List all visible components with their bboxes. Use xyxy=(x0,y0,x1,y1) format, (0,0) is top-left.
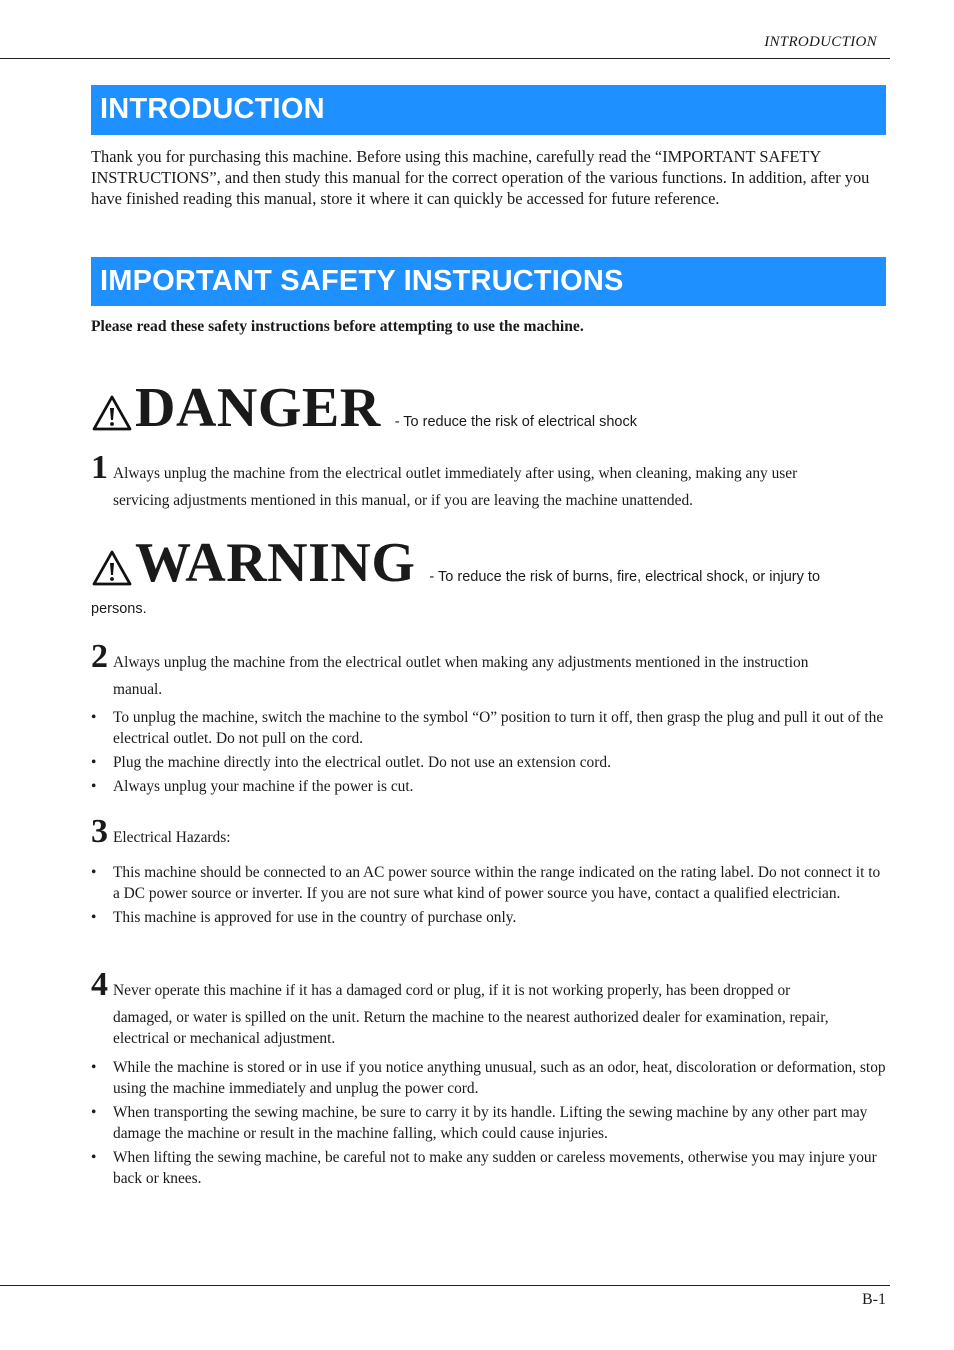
item-number: 3 xyxy=(91,813,108,850)
list-item: • When lifting the sewing machine, be careful not to make any sudden or careless movements, otherwise you may injure your back or knees. xyxy=(91,1147,886,1189)
intro-paragraph: Thank you for purchasing this machine. Before using this machine, carefully read the “IMPORTANT SAFETY INSTRUCTIONS”, and then study this manual for the correct operation of the various functions. In addition, after you have finished reading this manual, store it where it can quickly be accessed for future reference. xyxy=(91,147,870,208)
instruction-item xyxy=(91,966,886,1049)
top-rule xyxy=(0,58,890,59)
instruction-item xyxy=(91,449,886,514)
item-text: Always unplug the machine from the electrical outlet immediately after using, when cleaning, making any user xyxy=(113,465,798,482)
item-number: 1 xyxy=(91,449,108,486)
danger-note: - To reduce the risk of electrical shock xyxy=(394,414,637,430)
section-title-safety: IMPORTANT SAFETY INSTRUCTIONS xyxy=(91,257,886,306)
safety-lead: Please read these safety instructions before attempting to use the machine. xyxy=(91,318,584,335)
warning-note: - To reduce the risk of burns, fire, electrical shock, or injury to xyxy=(429,569,821,585)
item-text-cont: servicing adjustments mentioned in this manual, or if you are leaving the machine unattended. xyxy=(113,492,693,509)
bottom-rule xyxy=(0,1285,890,1286)
list-item: • Always unplug your machine if the power is cut. xyxy=(91,776,886,797)
danger-heading xyxy=(91,378,637,438)
running-head: INTRODUCTION xyxy=(764,34,877,50)
item-text: Never operate this machine if it has a damaged cord or plug, if it is not working properly, has been dropped or xyxy=(113,982,791,999)
item-text-cont: manual. xyxy=(113,681,163,698)
list-item: • While the machine is stored or in use if you notice anything unusual, such as an odor, heat, discoloration or deformation, stop using the machine immediately and unplug the power cord. xyxy=(91,1057,886,1099)
list-item: • This machine should be connected to an AC power source within the range indicated on the rating label. Do not connect it to a DC power source or inverter. If you are not sure what kind of power source you have, contact a qualified electrician. xyxy=(91,862,886,904)
warning-heading xyxy=(91,533,820,593)
item-text-cont: damaged, or water is spilled on the unit. Return the machine to the nearest authorized dealer for examination, repair, electrical or mechanical adjustment. xyxy=(113,1009,829,1047)
item-number: 4 xyxy=(91,966,108,1003)
section-title-introduction: INTRODUCTION xyxy=(91,85,886,135)
list-item: • To unplug the machine, switch the machine to the symbol “O” position to turn it off, then grasp the plug and pull it out of the electrical outlet. Do not pull on the cord. xyxy=(91,707,886,749)
warning-triangle-icon xyxy=(91,394,133,432)
bullet-list xyxy=(91,862,886,931)
item-text: Always unplug the machine from the electrical outlet when making any adjustments mentioned in the instruction xyxy=(113,654,809,671)
item-text: Electrical Hazards: xyxy=(113,829,231,846)
bullet-list xyxy=(91,1057,886,1192)
list-item: • This machine is approved for use in the country of purchase only. xyxy=(91,907,886,928)
page-number: B-1 xyxy=(862,1291,886,1308)
danger-label: DANGER xyxy=(135,377,381,439)
warning-triangle-icon xyxy=(91,549,133,587)
bullet-list xyxy=(91,707,886,800)
list-item: • Plug the machine directly into the electrical outlet. Do not use an extension cord. xyxy=(91,752,886,773)
warning-label: WARNING xyxy=(135,532,416,594)
list-item: • When transporting the sewing machine, be sure to carry it by its handle. Lifting the sewing machine by any other part may damage the machine or result in the machine falling, which could cause injuries. xyxy=(91,1102,886,1144)
instruction-item xyxy=(91,638,886,703)
instruction-item xyxy=(91,813,886,851)
warning-note-cont: persons. xyxy=(91,601,147,617)
item-number: 2 xyxy=(91,638,108,675)
